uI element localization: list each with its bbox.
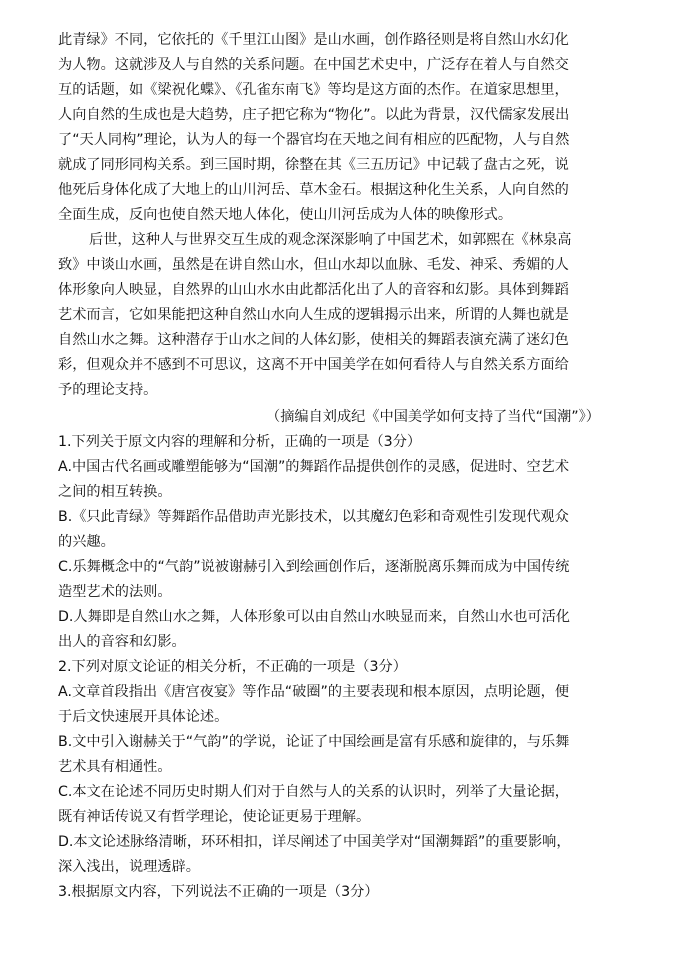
question-1-stem: 1.下列关于原文内容的理解和分析，正确的一项是（3分） xyxy=(58,434,422,450)
paragraph-2-line: 后世，这种人与世界交互生成的观念深深影响了中国艺术，如郭熙在《林泉高 xyxy=(89,232,572,248)
question-2-stem: 2.下列对原文论证的相关分析，不正确的一项是（3分） xyxy=(58,659,407,675)
paragraph-2-line: 自然山水之舞。这种潜存于山水之间的人体幻影，使相关的舞蹈表演充满了迷幻色 xyxy=(58,332,569,348)
question-2-option-c-cont: 既有神话传说又有哲学理论，使论证更易于理解。 xyxy=(58,809,371,825)
question-1-option-d-cont: 出人的音容和幻影。 xyxy=(58,634,186,650)
question-1-option-b-cont: 的兴趣。 xyxy=(58,534,115,550)
question-1-option-d: D.人舞即是自然山水之舞，人体形象可以由自然山水映显而来，自然山水也可活化 xyxy=(58,609,570,625)
paragraph-1-line: 人向自然的生成也是大趋势，庄子把它称为“物化”。以此为背景，汉代儒家发展出 xyxy=(58,107,570,123)
question-2-option-c: C.本文在论述不同历史时期人们对于自然与人的关系的认识时，列举了大量论据， xyxy=(58,784,569,800)
question-1-option-c: C.乐舞概念中的“气韵”说被谢赫引入到绘画创作后，逐渐脱离乐舞而成为中国传统 xyxy=(58,559,570,575)
paragraph-1-line: 就成了同形同构关系。到三国时期，徐整在其《三五历记》中记载了盘古之死，说 xyxy=(58,157,569,173)
paragraph-1-line: 此青绿》不同，它依托的《千里江山图》是山水画，创作路径则是将自然山水幻化 xyxy=(58,32,569,48)
question-1-option-c-cont: 造型艺术的法则。 xyxy=(58,584,172,600)
question-1-option-a-cont: 之间的相互转换。 xyxy=(58,484,172,500)
paragraph-1-line: 互的话题，如《梁祝化蝶》、《孔雀东南飞》等均是这方面的杰作。在道家思想里， xyxy=(58,82,569,98)
paragraph-2-line: 彩，但观众并不感到不可思议，这离不开中国美学在如何看待人与自然关系方面给 xyxy=(58,357,569,373)
paragraph-2-line: 体形象向人映显，自然界的山山水水由此都活化出了人的音容和幻影。具体到舞蹈 xyxy=(58,282,569,298)
paragraph-1-line: 了“天人同构”理论，认为人的每一个器官均在天地之间有相应的匹配物，人与自然 xyxy=(58,132,570,148)
question-2-option-b-cont: 艺术具有相通性。 xyxy=(58,759,172,775)
paragraph-2-line: 予的理论支持。 xyxy=(58,382,158,398)
paragraph-1-line: 他死后身体化成了大地上的山川河岳、草木金石。根据这种化生关系，人向自然的 xyxy=(58,182,569,198)
question-2-option-a-cont: 于后文快速展开具体论述。 xyxy=(58,709,229,725)
question-2-option-a: A.文章首段指出《唐宫夜宴》等作品“破圈”的主要表现和根本原因，点明论题，便 xyxy=(58,684,570,700)
question-1-option-a: A.中国古代名画或雕塑能够为“国潮”的舞蹈作品提供创作的灵感，促进时、空艺术 xyxy=(58,459,570,475)
question-2-option-d-cont: 深入浅出，说理透辟。 xyxy=(58,859,200,875)
paragraph-2-line: 致》中谈山水画，虽然是在讲自然山水，但山水却以血脉、毛发、神采、秀媚的人 xyxy=(58,257,569,273)
source-citation: （摘编自刘成纪《中国美学如何支持了当代“国潮”》） xyxy=(266,409,600,425)
paragraph-1-line: 全面生成，反向也使自然天地人体化，使山川河岳成为人体的映像形式。 xyxy=(58,207,513,223)
question-3-stem: 3.根据原文内容，下列说法不正确的一项是（3分） xyxy=(58,884,379,900)
question-2-option-b: B.文中引入谢赫关于“气韵”的学说，论证了中国绘画是富有乐感和旋律的，与乐舞 xyxy=(58,734,570,750)
question-1-option-b: B.《只此青绿》等舞蹈作品借助声光影技术，以其魔幻色彩和奇观性引发现代观众 xyxy=(58,509,569,525)
paragraph-2-line: 艺术而言，它如果能把这种自然山水向人生成的逻辑揭示出来，所谓的人舞也就是 xyxy=(58,307,569,323)
question-2-option-d: D.本文论述脉络清晰，环环相扣，详尽阐述了中国美学对“国潮舞蹈”的重要影响， xyxy=(58,834,571,850)
paragraph-1-line: 为人物。这就涉及人与自然的关系问题。在中国艺术史中，广泛存在着人与自然交 xyxy=(58,57,569,73)
